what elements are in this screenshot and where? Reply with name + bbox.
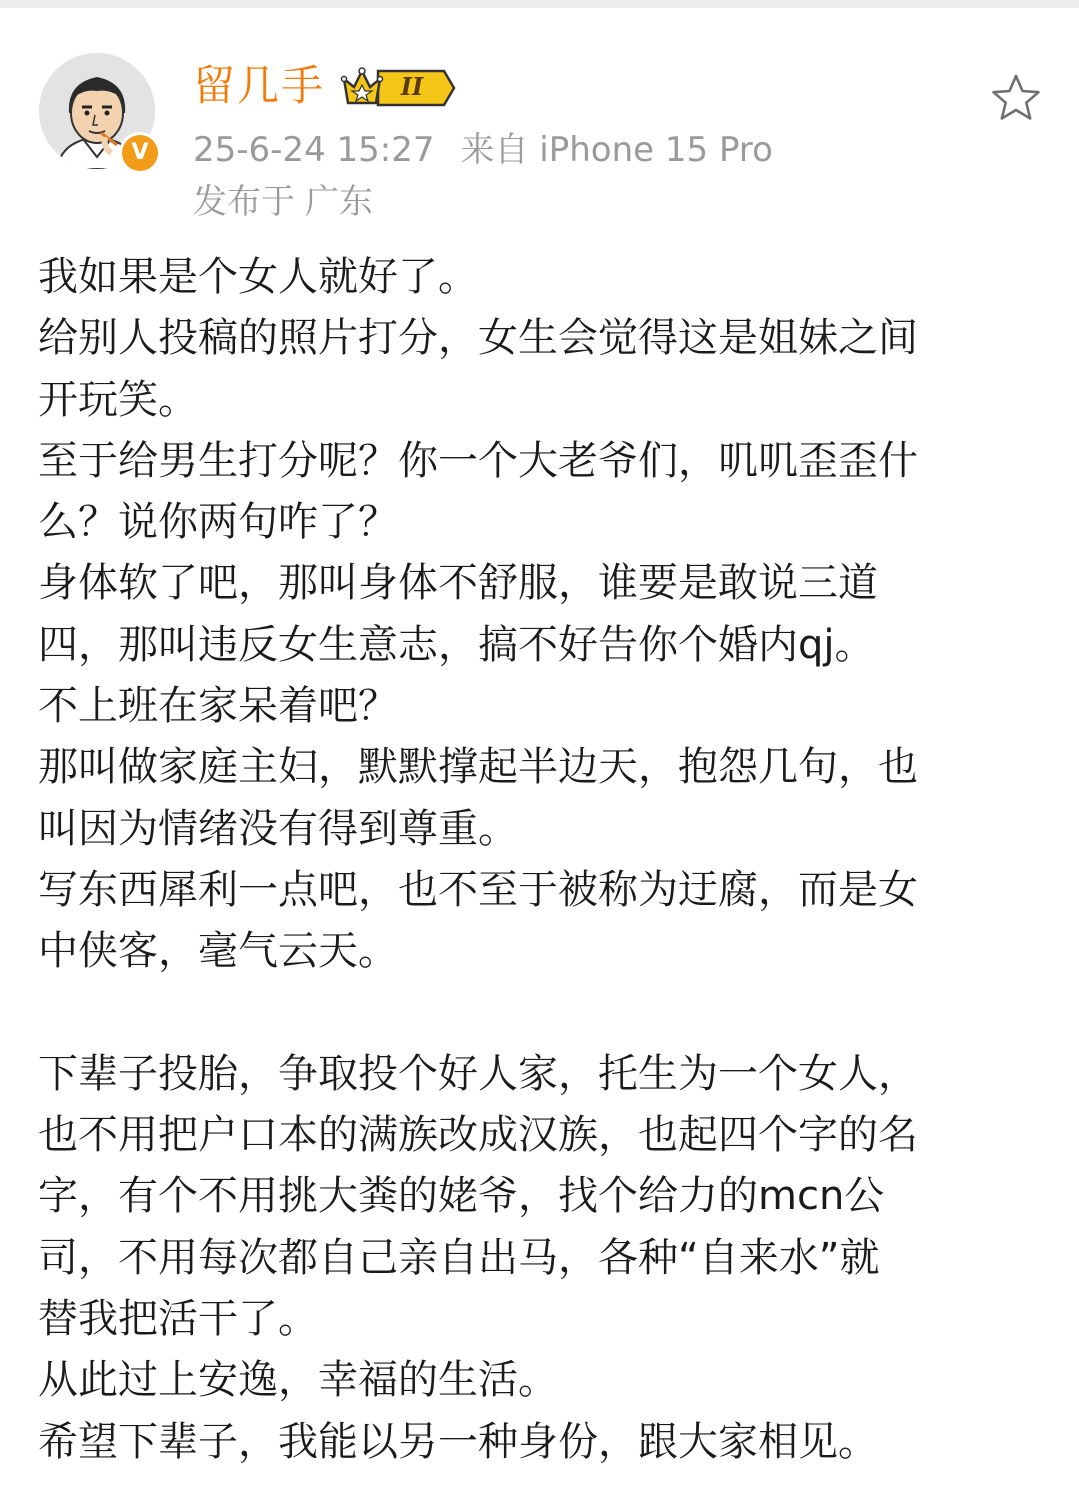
content-line: 四，那叫违反女生意志，搞不好告你个婚内qj。 bbox=[38, 621, 875, 668]
verified-mark: V bbox=[122, 135, 158, 171]
username[interactable]: 留几手 bbox=[193, 61, 326, 110]
content-line: 至于给男生打分呢？你一个大老爷们，叽叽歪歪什 bbox=[38, 437, 918, 484]
content-line: 中侠客，毫气云天。 bbox=[38, 928, 398, 975]
post-location bbox=[193, 180, 373, 224]
post-source[interactable]: 来自 iPhone 15 Pro bbox=[460, 130, 773, 170]
content-line: 那叫做家庭主妇，默默撑起半边天，抱怨几句，也 bbox=[38, 744, 918, 791]
content-line: 从此过上安逸，幸福的生活。 bbox=[38, 1357, 558, 1404]
post-meta bbox=[193, 128, 773, 172]
post-timestamp: 25-6-24 15:27 bbox=[193, 130, 435, 170]
content-line: 字，有个不用挑大粪的姥爷，找个给力的mcn公 bbox=[38, 1173, 885, 1220]
paragraph-break bbox=[38, 983, 1038, 1044]
content-line: 身体软了吧，那叫身体不舒服，谁要是敢说三道 bbox=[38, 560, 878, 607]
location-value: 广东 bbox=[305, 182, 373, 222]
location-prefix: 发布于 bbox=[193, 182, 295, 222]
content-line: 下辈子投胎，争取投个好人家，托生为一个女人， bbox=[38, 1050, 918, 1097]
content-line: 叫因为情绪没有得到尊重。 bbox=[38, 805, 518, 852]
content-line: 不上班在家呆着吧？ bbox=[38, 683, 398, 730]
content-line: 也不用把户口本的满族改成汉族，也起四个字的名 bbox=[38, 1112, 918, 1159]
content-line: 么？说你两句咋了？ bbox=[38, 499, 398, 546]
content-line: 写东西犀利一点吧，也不至于被称为迂腐，而是女 bbox=[38, 866, 918, 913]
content-line: 替我把活干了。 bbox=[38, 1296, 318, 1343]
content-line: 给别人投稿的照片打分，女生会觉得这是姐妹之间 bbox=[38, 315, 918, 362]
level-text: II bbox=[400, 72, 424, 101]
content-line: 希望下辈子，我能以另一种身份，跟大家相见。 bbox=[38, 1418, 878, 1465]
content-line: 我如果是个女人就好了。 bbox=[38, 254, 478, 300]
post-content bbox=[38, 247, 1038, 1473]
level-badge[interactable] bbox=[340, 63, 458, 113]
star-outline-icon[interactable] bbox=[990, 73, 1042, 123]
content-line: 开玩笑。 bbox=[38, 376, 198, 423]
content-line: 司，不用每次都自己亲自出马，各种“自来水”就 bbox=[38, 1234, 880, 1281]
top-strip bbox=[0, 0, 1079, 8]
verified-badge bbox=[119, 132, 161, 174]
post-header bbox=[0, 8, 1079, 228]
